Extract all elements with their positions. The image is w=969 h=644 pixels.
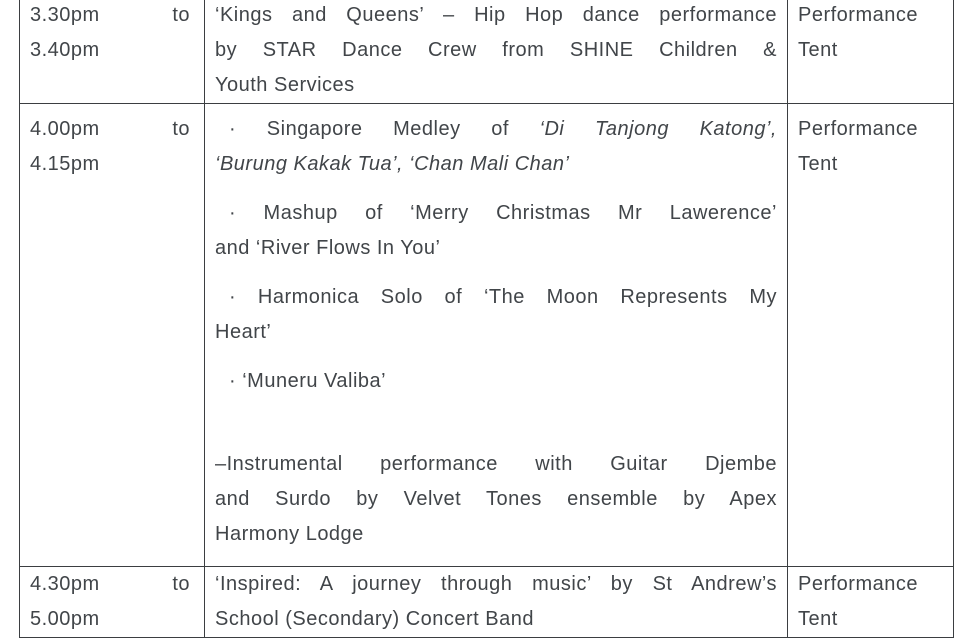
description-line: and Surdo by Velvet Tones ensemble by Apex xyxy=(215,488,777,510)
description-line: –Instrumental performance with Guitar Djembe xyxy=(215,453,777,475)
bullet-text: · Singapore Medley of xyxy=(229,118,540,140)
venue-cell-row2 xyxy=(788,104,953,567)
time-start: 4.00pm xyxy=(30,118,100,140)
time-end: 5.00pm xyxy=(30,608,100,630)
description-cell-row1 xyxy=(205,0,788,104)
song-title-italic: ‘Di Tanjong Katong’, xyxy=(539,118,777,140)
time-end: 4.15pm xyxy=(30,153,100,175)
time-cell-row3 xyxy=(20,567,205,637)
description-line: · Mashup of ‘Merry Christmas Mr Lawerence’ xyxy=(229,202,777,224)
description-line: by STAR Dance Crew from SHINE Children & xyxy=(215,39,777,61)
venue-line: Performance xyxy=(798,573,918,595)
time-connector: to xyxy=(172,118,190,140)
time-cell-row2 xyxy=(20,104,205,567)
description-line: Harmony Lodge xyxy=(215,523,364,545)
blank-line xyxy=(215,413,777,433)
time-connector: to xyxy=(172,573,190,595)
venue-line: Performance xyxy=(798,4,918,26)
event-description xyxy=(215,0,777,103)
time-range-row2 xyxy=(30,112,190,147)
bullet-item xyxy=(215,364,777,399)
bullet-item xyxy=(215,112,777,182)
description-cell-row3 xyxy=(205,567,788,637)
event-description xyxy=(215,567,777,637)
time-start: 3.30pm xyxy=(30,4,100,26)
description-line: Heart’ xyxy=(215,321,272,343)
description-line: · ‘Muneru Valiba’ xyxy=(229,370,387,392)
song-title-italic: ‘Burung Kakak Tua’, ‘Chan Mali Chan’ xyxy=(215,153,570,175)
description-line: Youth Services xyxy=(215,74,355,96)
time-range-row3 xyxy=(30,567,190,602)
time-cell-row1 xyxy=(20,0,205,104)
venue-cell-row3 xyxy=(788,567,953,637)
venue-line: Performance xyxy=(798,118,918,140)
bullet-item xyxy=(215,280,777,350)
venue-line: Tent xyxy=(798,153,838,175)
description-line: ‘Inspired: A journey through music’ by St Andrew’s xyxy=(215,573,777,595)
event-description xyxy=(215,447,777,552)
bullet-item xyxy=(215,196,777,266)
description-cell-row2 xyxy=(205,104,788,567)
description-line: ‘Kings and Queens’ – Hip Hop dance performance xyxy=(215,4,777,26)
description-line xyxy=(215,112,777,147)
time-start: 4.30pm xyxy=(30,573,100,595)
time-range-row1 xyxy=(30,0,190,33)
venue-line: Tent xyxy=(798,608,838,630)
description-line: and ‘River Flows In You’ xyxy=(215,237,441,259)
description-line: School (Secondary) Concert Band xyxy=(215,608,534,630)
time-end: 3.40pm xyxy=(30,39,100,61)
time-connector: to xyxy=(172,4,190,26)
venue-line: Tent xyxy=(798,39,838,61)
venue-cell-row1 xyxy=(788,0,953,104)
schedule-table xyxy=(19,0,954,638)
description-line: · Harmonica Solo of ‘The Moon Represents My xyxy=(229,286,777,308)
